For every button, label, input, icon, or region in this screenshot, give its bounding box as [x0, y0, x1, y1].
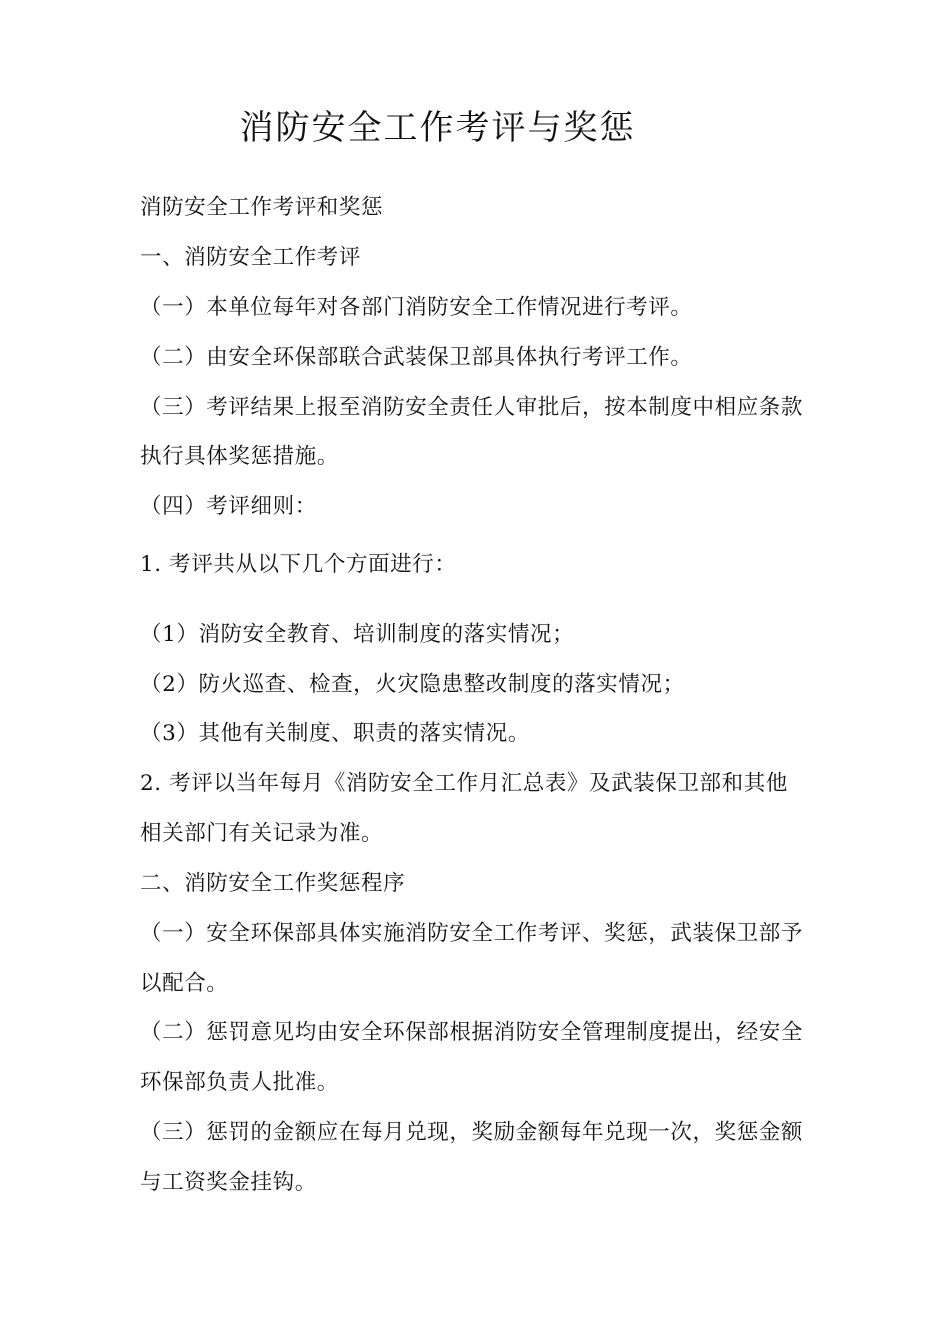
document-title: 消防安全工作考评与奖惩 [239, 108, 636, 148]
paragraph-line: （三）惩罚的金额应在每月兑现，奖励金额每年兑现一次，奖惩金额 [140, 1120, 804, 1145]
paragraph-line: （二）由安全环保部联合武装保卫部具体执行考评工作。 [140, 345, 693, 370]
section-heading: 一、消防安全工作考评 [140, 245, 362, 270]
paragraph-line: （一）本单位每年对各部门消防安全工作情况进行考评。 [140, 295, 693, 320]
paragraph-line: 1. 考评共从以下几个方面进行： [140, 552, 457, 577]
paragraph-line: （2）防火巡查、检查，火灾隐患整改制度的落实情况； [140, 672, 685, 697]
paragraph-line: 2. 考评以当年每月《消防安全工作月汇总表》及武装保卫部和其他 [140, 771, 788, 796]
paragraph-line: 与工资奖金挂钩。 [140, 1170, 317, 1195]
paragraph-line: （3）其他有关制度、职责的落实情况。 [140, 721, 530, 746]
paragraph-line: 执行具体奖惩措施。 [140, 444, 339, 469]
paragraph-line: 相关部门有关记录为准。 [140, 821, 384, 846]
paragraph-line: 消防安全工作考评和奖惩 [140, 195, 384, 220]
paragraph-line: 以配合。 [140, 971, 229, 996]
paragraph-line: （1）消防安全教育、培训制度的落实情况； [140, 622, 575, 647]
paragraph-line: 环保部负责人批准。 [140, 1070, 339, 1095]
paragraph-line: （一）安全环保部具体实施消防安全工作考评、奖惩，武装保卫部予 [140, 921, 804, 946]
paragraph-line: （三）考评结果上报至消防安全责任人审批后，按本制度中相应条款 [140, 395, 804, 420]
section-heading: 二、消防安全工作奖惩程序 [140, 871, 406, 896]
paragraph-line: （二）惩罚意见均由安全环保部根据消防安全管理制度提出，经安全 [140, 1020, 804, 1045]
paragraph-line: （四）考评细则： [140, 494, 317, 519]
